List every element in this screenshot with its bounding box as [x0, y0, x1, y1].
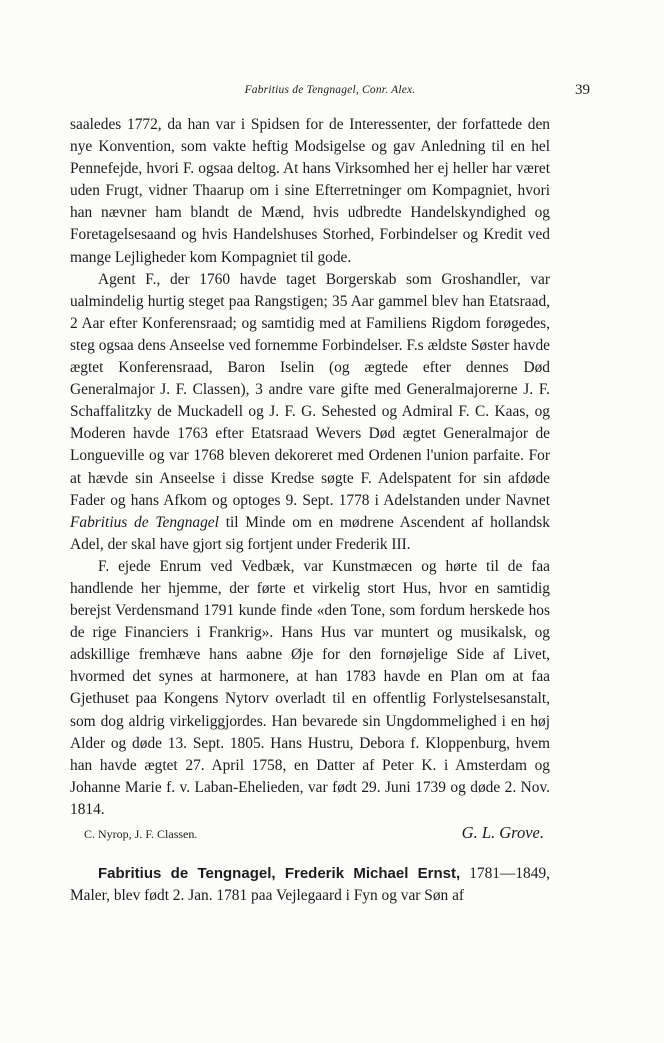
paragraph-agent-text-b: til Minde om en mødrene Ascendent af hollandsk Adel, der skal have gjort sig fortjent under Frederik III. [70, 513, 550, 553]
entry-headword: Fabritius de Tengnagel, Frederik Michael Ernst, [98, 865, 461, 883]
paragraph-enrum: F. ejede Enrum ved Vedbæk, var Kunstmæcen og hørte til de faa handlende her hjemme, der førte et virkelig stort Hus, hvor en samtidig berejst Verdensmand 1791 kunde finde «den Tone, som fordum herskede hos de rige Financiers i Frankrig». Hans Hus var muntert og musikalsk, og adskillige fremhæve hans aabne Øje for den fornøjelige Side af Livet, hvormed det synes at harmonere, at han 1783 havde en Plan om at faa Gjethuset paa Kongens Nytorv overladt til en offentlig Forlystelsesanstalt, som dog aldrig virkeliggjordes. Han bevarede sin Ungdommelighed i en høj Alder og døde 13. Sept. 1805. Hans Hustru, Debora f. Kloppenburg, hvem han havde ægtet 27. April 1758, en Datter af Peter K. i Amsterdam og Johanne Marie f. v. Laban-Ehelieden, var født 29. Juni 1739 og døde 2. Nov. 1814. [70, 557, 550, 818]
noble-name: Fabritius de Tengnagel [70, 513, 219, 531]
author-signature: G. L. Grove. [461, 823, 544, 842]
running-head: Fabritius de Tengnagel, Conr. Alex. [244, 84, 416, 96]
entry-text: 1781—1849, Maler, blev født 2. Jan. 1781 paa Vejlegaard i Fyn og var Søn af [70, 865, 550, 905]
next-entry [70, 863, 550, 907]
sources: C. Nyrop, J. F. Classen. [84, 827, 198, 841]
page-number: 39 [575, 82, 590, 98]
page-header [70, 80, 590, 104]
paragraph-continuation: saaledes 1772, da han var i Spidsen for de Interessenter, der forfattede den nye Konvention, som vakte heftig Modsigelse og gav Anledning til en hel Pennefejde, hvori F. ogsaa deltog. At hans Virksomhed her ej heller har været uden Frugt, vidner Thaarup om i sine Efterretninger om Kompagniet, hvori han nævner ham blandt de Mænd, hvis udbredte Handelskyndighed og Foretagelsesaand og hvis Handelshuses Storhed, Forbindelser og Kredit ved mange Lejligheder kom Kompagniet til gode. [70, 116, 550, 266]
signature-line [70, 822, 550, 845]
paragraph-agent-text-a: Agent F., der 1760 havde taget Borgerskab som Groshandler, var ualmindelig hurtig steget paa Rangstigen; 35 Aar gammel blev han Etatsraad, 2 Aar efter Konferensraad; og samtidig med at Familiens Rigdom forøgedes, steg ogsaa dens Anseelse ved fornemme Forbindelser. F.s ældste Søster havde ægtet Konferensraad, Baron Iselin (og ægtede efter dennes Død Generalmajor J. F. Classen), 3 andre vare gifte med Generalmajorerne J. F. Schaffalitzky de Muckadell og J. F. G. Sehested og Admiral F. C. Kaas, og Moderen havde 1763 efter Etatsraad Wevers Død ægtet Generalmajor de Longueville og var 1768 bleven dekoreret med Ordenen l'union parfaite. For at hævde sin Anseelse i disse Kredse søgte F. Adelspatent for sin afdøde Fader og hans Afkom og optoges 9. Sept. 1778 i Adelstanden under Navnet [70, 270, 550, 509]
paragraph-agent [70, 269, 550, 556]
article-body [70, 114, 550, 907]
